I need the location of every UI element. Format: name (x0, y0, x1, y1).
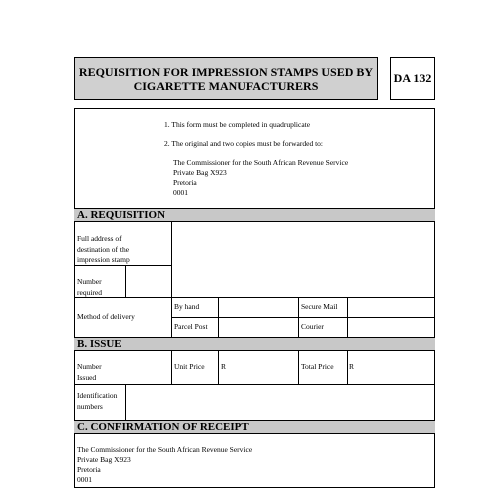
parcel-post-label: Parcel Post (174, 322, 208, 331)
by-hand-label: By hand (174, 302, 200, 311)
address-line: The Commissioner for the South African Revenue Service (77, 445, 253, 454)
address-line: Private Bag X923 (77, 455, 131, 464)
number-required-field[interactable] (126, 266, 171, 297)
number-required-label: Number required (77, 277, 102, 297)
section-b-header: B. ISSUE (74, 337, 435, 351)
address-line: 0001 (77, 475, 92, 484)
divider (171, 351, 172, 384)
courier-label: Courier (301, 322, 324, 331)
address-line: Private Bag X923 (173, 168, 227, 177)
unit-price-label: Unit Price (174, 362, 205, 371)
section-c-header: C. CONFIRMATION OF RECEIPT (74, 420, 435, 434)
identification-numbers-field[interactable] (126, 385, 435, 420)
confirmation-address (77, 445, 252, 485)
unit-price-field[interactable]: R (221, 362, 227, 371)
parcel-post-field[interactable] (219, 318, 298, 337)
form-title-line1: REQUISITION FOR IMPRESSION STAMPS USED BY (78, 64, 374, 79)
method-of-delivery-label: Method of delivery (77, 312, 135, 321)
address-field[interactable] (172, 222, 435, 297)
number-issued-field[interactable] (126, 352, 171, 384)
instructions-address (173, 158, 348, 198)
total-price-field[interactable]: R (349, 362, 355, 371)
secure-mail-label: Secure Mail (301, 302, 338, 311)
total-price-label: Total Price (301, 362, 334, 371)
form-code: DA 132 (390, 57, 435, 100)
address-line: Pretoria (173, 178, 197, 187)
address-label: Full address of destination of the impression stamp (77, 234, 130, 264)
identification-numbers-label: Identification numbers (77, 391, 118, 411)
form-title-line2: CIGARETTE MANUFACTURERS (133, 78, 319, 93)
number-issued-label: Number Issued (77, 362, 102, 382)
section-a-header: A. REQUISITION (74, 208, 435, 222)
instruction-1: 1. This form must be completed in quadruplicate (164, 120, 311, 129)
courier-field[interactable] (348, 318, 435, 337)
divider (218, 351, 219, 384)
divider (298, 351, 299, 384)
divider (347, 351, 348, 384)
address-line: Pretoria (77, 465, 101, 474)
secure-mail-field[interactable] (348, 298, 435, 317)
by-hand-field[interactable] (219, 298, 298, 317)
divider (298, 297, 299, 337)
address-line: The Commissioner for the South African Revenue Service (173, 158, 349, 167)
divider (171, 222, 172, 297)
instruction-2: 2. The original and two copies must be forwarded to: (164, 139, 323, 148)
form-title (74, 57, 378, 100)
address-line: 0001 (173, 188, 188, 197)
